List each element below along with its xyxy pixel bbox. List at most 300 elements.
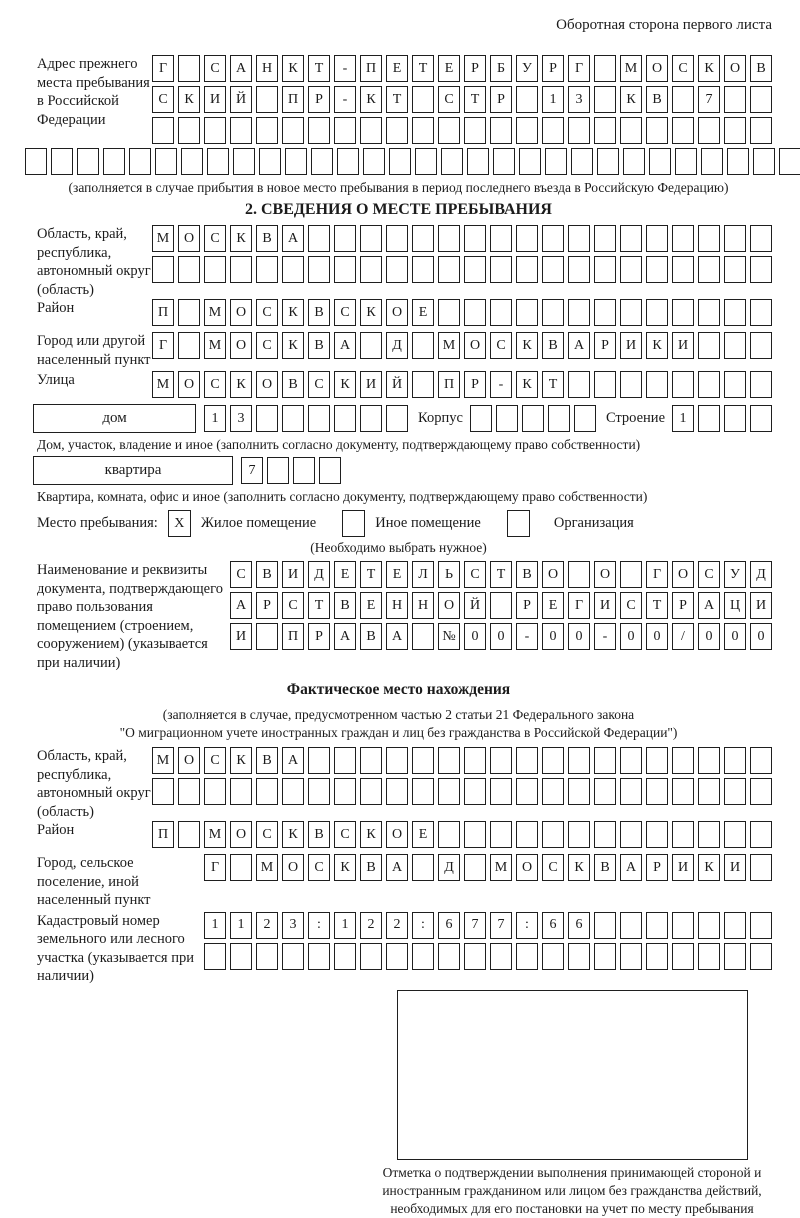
char-cell[interactable]: И xyxy=(230,623,252,650)
char-cell[interactable]: А xyxy=(386,854,408,881)
char-cell[interactable]: 3 xyxy=(230,405,252,432)
char-cell[interactable] xyxy=(542,747,564,774)
char-cell[interactable]: В xyxy=(750,55,772,82)
char-cell[interactable]: В xyxy=(360,623,382,650)
street-row[interactable] xyxy=(152,371,772,398)
char-cell[interactable]: О xyxy=(542,561,564,588)
char-cell[interactable] xyxy=(308,405,330,432)
char-cell[interactable]: У xyxy=(724,561,746,588)
char-cell[interactable] xyxy=(178,778,200,805)
char-cell[interactable]: О xyxy=(282,854,304,881)
char-cell[interactable]: С xyxy=(230,561,252,588)
char-cell[interactable]: С xyxy=(464,561,486,588)
char-cell[interactable] xyxy=(516,225,538,252)
char-cell[interactable] xyxy=(672,256,694,283)
char-cell[interactable] xyxy=(233,148,255,175)
char-cell[interactable]: 0 xyxy=(724,623,746,650)
char-cell[interactable]: М xyxy=(204,299,226,326)
char-cell[interactable] xyxy=(672,299,694,326)
char-cell[interactable] xyxy=(441,148,463,175)
char-cell[interactable]: О xyxy=(230,299,252,326)
char-cell[interactable] xyxy=(568,256,590,283)
char-cell[interactable] xyxy=(467,148,489,175)
char-cell[interactable]: М xyxy=(204,821,226,848)
actual-region-row-2[interactable] xyxy=(152,778,772,805)
prev-address-row-3[interactable] xyxy=(152,117,772,144)
char-cell[interactable]: Е xyxy=(412,299,434,326)
char-cell[interactable]: Т xyxy=(490,561,512,588)
char-cell[interactable] xyxy=(386,778,408,805)
char-cell[interactable]: О xyxy=(386,821,408,848)
char-cell[interactable]: К xyxy=(282,55,304,82)
char-cell[interactable]: В xyxy=(308,332,330,359)
char-cell[interactable]: Т xyxy=(646,592,668,619)
char-cell[interactable] xyxy=(412,371,434,398)
char-cell[interactable]: Г xyxy=(152,332,174,359)
char-cell[interactable]: - xyxy=(490,371,512,398)
char-cell[interactable]: С xyxy=(334,299,356,326)
char-cell[interactable]: С xyxy=(204,371,226,398)
char-cell[interactable] xyxy=(516,943,538,970)
char-cell[interactable] xyxy=(620,371,642,398)
char-cell[interactable] xyxy=(750,117,772,144)
document-row-1[interactable] xyxy=(230,561,772,588)
char-cell[interactable] xyxy=(542,256,564,283)
char-cell[interactable] xyxy=(490,778,512,805)
char-cell[interactable]: К xyxy=(334,854,356,881)
char-cell[interactable] xyxy=(386,256,408,283)
char-cell[interactable]: В xyxy=(256,747,278,774)
char-cell[interactable]: Р xyxy=(308,623,330,650)
char-cell[interactable] xyxy=(620,225,642,252)
char-cell[interactable]: В xyxy=(334,592,356,619)
char-cell[interactable] xyxy=(360,943,382,970)
char-cell[interactable]: Ц xyxy=(724,592,746,619)
char-cell[interactable]: О xyxy=(178,371,200,398)
char-cell[interactable] xyxy=(178,299,200,326)
char-cell[interactable] xyxy=(334,117,356,144)
char-cell[interactable]: 6 xyxy=(542,912,564,939)
char-cell[interactable]: 7 xyxy=(698,86,720,113)
char-cell[interactable] xyxy=(594,86,616,113)
char-cell[interactable] xyxy=(464,821,486,848)
char-cell[interactable] xyxy=(334,256,356,283)
char-cell[interactable] xyxy=(470,405,492,432)
char-cell[interactable] xyxy=(152,117,174,144)
char-cell[interactable]: К xyxy=(516,332,538,359)
char-cell[interactable] xyxy=(412,778,434,805)
char-cell[interactable] xyxy=(230,117,252,144)
char-cell[interactable] xyxy=(464,299,486,326)
char-cell[interactable] xyxy=(750,299,772,326)
char-cell[interactable] xyxy=(698,117,720,144)
char-cell[interactable] xyxy=(259,148,281,175)
char-cell[interactable]: 2 xyxy=(386,912,408,939)
char-cell[interactable]: В xyxy=(542,332,564,359)
char-cell[interactable] xyxy=(308,747,330,774)
char-cell[interactable]: А xyxy=(334,332,356,359)
prev-address-row-2[interactable] xyxy=(152,86,772,113)
char-cell[interactable]: Д xyxy=(308,561,330,588)
char-cell[interactable] xyxy=(594,943,616,970)
region-row-1[interactable] xyxy=(152,225,772,252)
char-cell[interactable]: В xyxy=(308,299,330,326)
char-cell[interactable]: Т xyxy=(386,86,408,113)
char-cell[interactable] xyxy=(750,225,772,252)
char-cell[interactable]: 0 xyxy=(750,623,772,650)
char-cell[interactable]: А xyxy=(230,592,252,619)
char-cell[interactable]: - xyxy=(334,86,356,113)
char-cell[interactable] xyxy=(568,561,590,588)
char-cell[interactable]: Т xyxy=(308,592,330,619)
char-cell[interactable] xyxy=(438,821,460,848)
char-cell[interactable] xyxy=(77,148,99,175)
char-cell[interactable] xyxy=(594,299,616,326)
char-cell[interactable] xyxy=(727,148,749,175)
char-cell[interactable]: 0 xyxy=(698,623,720,650)
district-row[interactable] xyxy=(152,299,772,326)
char-cell[interactable] xyxy=(267,457,289,484)
char-cell[interactable]: А xyxy=(698,592,720,619)
char-cell[interactable]: С xyxy=(698,561,720,588)
char-cell[interactable] xyxy=(438,943,460,970)
char-cell[interactable] xyxy=(568,778,590,805)
char-cell[interactable]: - xyxy=(334,55,356,82)
char-cell[interactable] xyxy=(360,332,382,359)
char-cell[interactable] xyxy=(178,332,200,359)
char-cell[interactable]: О xyxy=(724,55,746,82)
char-cell[interactable]: Т xyxy=(308,55,330,82)
char-cell[interactable] xyxy=(620,943,642,970)
char-cell[interactable]: К xyxy=(568,854,590,881)
char-cell[interactable]: П xyxy=(152,821,174,848)
char-cell[interactable]: Е xyxy=(412,821,434,848)
city-row[interactable] xyxy=(152,332,772,359)
apartment-number-cells[interactable] xyxy=(241,457,341,484)
char-cell[interactable]: В xyxy=(282,371,304,398)
char-cell[interactable] xyxy=(178,55,200,82)
char-cell[interactable] xyxy=(698,299,720,326)
char-cell[interactable]: М xyxy=(490,854,512,881)
char-cell[interactable] xyxy=(412,86,434,113)
char-cell[interactable] xyxy=(672,86,694,113)
char-cell[interactable]: К xyxy=(334,371,356,398)
char-cell[interactable]: Е xyxy=(438,55,460,82)
char-cell[interactable] xyxy=(490,592,512,619)
char-cell[interactable] xyxy=(490,821,512,848)
char-cell[interactable] xyxy=(412,747,434,774)
char-cell[interactable] xyxy=(389,148,411,175)
char-cell[interactable]: И xyxy=(620,332,642,359)
char-cell[interactable]: С xyxy=(490,332,512,359)
char-cell[interactable] xyxy=(152,256,174,283)
char-cell[interactable] xyxy=(750,778,772,805)
char-cell[interactable] xyxy=(386,405,408,432)
char-cell[interactable] xyxy=(594,256,616,283)
char-cell[interactable] xyxy=(204,943,226,970)
char-cell[interactable] xyxy=(646,371,668,398)
char-cell[interactable]: 6 xyxy=(438,912,460,939)
char-cell[interactable] xyxy=(646,117,668,144)
char-cell[interactable] xyxy=(646,778,668,805)
char-cell[interactable]: Р xyxy=(256,592,278,619)
char-cell[interactable]: : xyxy=(412,912,434,939)
document-row-3[interactable] xyxy=(230,623,772,650)
char-cell[interactable]: Р xyxy=(594,332,616,359)
char-cell[interactable]: А xyxy=(230,55,252,82)
char-cell[interactable]: А xyxy=(620,854,642,881)
char-cell[interactable]: Р xyxy=(464,371,486,398)
char-cell[interactable] xyxy=(334,747,356,774)
char-cell[interactable] xyxy=(779,148,800,175)
char-cell[interactable]: Т xyxy=(360,561,382,588)
char-cell[interactable]: 1 xyxy=(230,912,252,939)
char-cell[interactable] xyxy=(285,148,307,175)
char-cell[interactable]: С xyxy=(334,821,356,848)
char-cell[interactable]: С xyxy=(308,371,330,398)
char-cell[interactable]: 0 xyxy=(490,623,512,650)
char-cell[interactable]: К xyxy=(698,55,720,82)
char-cell[interactable] xyxy=(207,148,229,175)
char-cell[interactable]: М xyxy=(152,225,174,252)
char-cell[interactable] xyxy=(360,225,382,252)
char-cell[interactable] xyxy=(516,86,538,113)
char-cell[interactable] xyxy=(568,225,590,252)
char-cell[interactable] xyxy=(701,148,723,175)
char-cell[interactable] xyxy=(522,405,544,432)
char-cell[interactable]: № xyxy=(438,623,460,650)
char-cell[interactable] xyxy=(490,117,512,144)
char-cell[interactable] xyxy=(363,148,385,175)
char-cell[interactable] xyxy=(490,299,512,326)
char-cell[interactable] xyxy=(594,821,616,848)
char-cell[interactable]: 0 xyxy=(542,623,564,650)
char-cell[interactable]: 7 xyxy=(490,912,512,939)
char-cell[interactable] xyxy=(750,256,772,283)
char-cell[interactable]: К xyxy=(178,86,200,113)
char-cell[interactable] xyxy=(594,371,616,398)
char-cell[interactable]: 2 xyxy=(256,912,278,939)
char-cell[interactable]: В xyxy=(360,854,382,881)
char-cell[interactable] xyxy=(334,405,356,432)
char-cell[interactable]: 3 xyxy=(282,912,304,939)
char-cell[interactable] xyxy=(649,148,671,175)
char-cell[interactable]: Б xyxy=(490,55,512,82)
char-cell[interactable] xyxy=(672,943,694,970)
char-cell[interactable] xyxy=(672,778,694,805)
char-cell[interactable]: В xyxy=(594,854,616,881)
char-cell[interactable]: К xyxy=(282,299,304,326)
char-cell[interactable]: К xyxy=(360,299,382,326)
char-cell[interactable] xyxy=(750,371,772,398)
char-cell[interactable] xyxy=(672,747,694,774)
char-cell[interactable] xyxy=(672,912,694,939)
char-cell[interactable] xyxy=(412,332,434,359)
char-cell[interactable]: 0 xyxy=(646,623,668,650)
char-cell[interactable]: О xyxy=(230,821,252,848)
char-cell[interactable] xyxy=(103,148,125,175)
char-cell[interactable]: И xyxy=(360,371,382,398)
char-cell[interactable]: 0 xyxy=(568,623,590,650)
char-cell[interactable] xyxy=(594,117,616,144)
char-cell[interactable] xyxy=(496,405,518,432)
char-cell[interactable]: Н xyxy=(386,592,408,619)
char-cell[interactable] xyxy=(724,225,746,252)
char-cell[interactable]: К xyxy=(516,371,538,398)
char-cell[interactable] xyxy=(308,778,330,805)
char-cell[interactable]: Е xyxy=(386,55,408,82)
actual-region-row-1[interactable] xyxy=(152,747,772,774)
char-cell[interactable]: О xyxy=(438,592,460,619)
char-cell[interactable] xyxy=(724,778,746,805)
char-cell[interactable] xyxy=(256,117,278,144)
char-cell[interactable]: Р xyxy=(464,55,486,82)
char-cell[interactable]: 3 xyxy=(568,86,590,113)
char-cell[interactable] xyxy=(230,854,252,881)
char-cell[interactable] xyxy=(516,299,538,326)
char-cell[interactable]: 2 xyxy=(360,912,382,939)
char-cell[interactable]: Е xyxy=(542,592,564,619)
char-cell[interactable]: Т xyxy=(412,55,434,82)
char-cell[interactable] xyxy=(594,747,616,774)
char-cell[interactable] xyxy=(152,778,174,805)
char-cell[interactable] xyxy=(698,912,720,939)
char-cell[interactable]: Е xyxy=(386,561,408,588)
char-cell[interactable]: С xyxy=(204,225,226,252)
char-cell[interactable] xyxy=(542,821,564,848)
char-cell[interactable] xyxy=(750,332,772,359)
char-cell[interactable] xyxy=(568,299,590,326)
char-cell[interactable] xyxy=(386,943,408,970)
char-cell[interactable]: М xyxy=(204,332,226,359)
char-cell[interactable] xyxy=(438,747,460,774)
char-cell[interactable] xyxy=(256,256,278,283)
char-cell[interactable] xyxy=(698,256,720,283)
char-cell[interactable] xyxy=(464,747,486,774)
char-cell[interactable] xyxy=(464,854,486,881)
char-cell[interactable]: Р xyxy=(672,592,694,619)
char-cell[interactable]: Н xyxy=(256,55,278,82)
char-cell[interactable]: Г xyxy=(646,561,668,588)
char-cell[interactable]: С xyxy=(204,55,226,82)
char-cell[interactable]: М xyxy=(438,332,460,359)
char-cell[interactable]: 7 xyxy=(241,457,263,484)
char-cell[interactable] xyxy=(490,225,512,252)
char-cell[interactable]: Р xyxy=(516,592,538,619)
char-cell[interactable] xyxy=(672,371,694,398)
char-cell[interactable] xyxy=(672,225,694,252)
char-cell[interactable] xyxy=(282,405,304,432)
char-cell[interactable] xyxy=(724,747,746,774)
char-cell[interactable]: Е xyxy=(360,592,382,619)
house-number-cells[interactable] xyxy=(204,405,408,432)
char-cell[interactable]: 1 xyxy=(542,86,564,113)
char-cell[interactable]: К xyxy=(282,332,304,359)
char-cell[interactable] xyxy=(311,148,333,175)
char-cell[interactable]: П xyxy=(282,623,304,650)
char-cell[interactable] xyxy=(646,747,668,774)
char-cell[interactable]: П xyxy=(152,299,174,326)
char-cell[interactable]: Л xyxy=(412,561,434,588)
char-cell[interactable] xyxy=(204,256,226,283)
char-cell[interactable]: Д xyxy=(750,561,772,588)
char-cell[interactable] xyxy=(493,148,515,175)
char-cell[interactable]: О xyxy=(672,561,694,588)
char-cell[interactable] xyxy=(542,943,564,970)
stroenie-cells[interactable] xyxy=(672,405,772,432)
char-cell[interactable] xyxy=(334,778,356,805)
char-cell[interactable]: С xyxy=(438,86,460,113)
char-cell[interactable]: Р xyxy=(490,86,512,113)
char-cell[interactable]: С xyxy=(256,821,278,848)
char-cell[interactable]: И xyxy=(672,332,694,359)
char-cell[interactable] xyxy=(574,405,596,432)
char-cell[interactable] xyxy=(412,256,434,283)
actual-district-row[interactable] xyxy=(152,821,772,848)
char-cell[interactable] xyxy=(724,943,746,970)
stay-type-checkbox-residential[interactable]: X xyxy=(168,510,191,537)
char-cell[interactable] xyxy=(594,55,616,82)
korpus-cells[interactable] xyxy=(470,405,596,432)
char-cell[interactable] xyxy=(464,256,486,283)
char-cell[interactable]: К xyxy=(230,747,252,774)
char-cell[interactable]: 7 xyxy=(464,912,486,939)
char-cell[interactable] xyxy=(412,623,434,650)
char-cell[interactable]: О xyxy=(594,561,616,588)
char-cell[interactable] xyxy=(672,821,694,848)
char-cell[interactable]: П xyxy=(282,86,304,113)
char-cell[interactable] xyxy=(337,148,359,175)
char-cell[interactable] xyxy=(516,821,538,848)
char-cell[interactable]: 1 xyxy=(334,912,356,939)
char-cell[interactable] xyxy=(516,117,538,144)
char-cell[interactable] xyxy=(490,943,512,970)
char-cell[interactable]: О xyxy=(464,332,486,359)
char-cell[interactable]: 6 xyxy=(568,912,590,939)
char-cell[interactable] xyxy=(672,117,694,144)
char-cell[interactable] xyxy=(415,148,437,175)
char-cell[interactable]: Й xyxy=(230,86,252,113)
char-cell[interactable] xyxy=(698,943,720,970)
stay-type-checkbox-other[interactable] xyxy=(342,510,365,537)
char-cell[interactable]: С xyxy=(672,55,694,82)
char-cell[interactable]: И xyxy=(204,86,226,113)
char-cell[interactable] xyxy=(412,117,434,144)
char-cell[interactable] xyxy=(594,778,616,805)
char-cell[interactable]: Г xyxy=(568,592,590,619)
char-cell[interactable]: И xyxy=(672,854,694,881)
char-cell[interactable] xyxy=(386,747,408,774)
char-cell[interactable] xyxy=(360,117,382,144)
char-cell[interactable]: К xyxy=(646,332,668,359)
char-cell[interactable]: К xyxy=(620,86,642,113)
char-cell[interactable] xyxy=(548,405,570,432)
stay-type-checkbox-organization[interactable] xyxy=(507,510,530,537)
char-cell[interactable] xyxy=(542,117,564,144)
char-cell[interactable] xyxy=(750,821,772,848)
char-cell[interactable]: О xyxy=(386,299,408,326)
char-cell[interactable] xyxy=(464,778,486,805)
char-cell[interactable]: О xyxy=(178,747,200,774)
char-cell[interactable] xyxy=(698,405,720,432)
char-cell[interactable]: Р xyxy=(646,854,668,881)
char-cell[interactable]: О xyxy=(230,332,252,359)
char-cell[interactable] xyxy=(360,778,382,805)
char-cell[interactable]: П xyxy=(360,55,382,82)
char-cell[interactable] xyxy=(620,778,642,805)
char-cell[interactable] xyxy=(204,778,226,805)
char-cell[interactable] xyxy=(646,256,668,283)
